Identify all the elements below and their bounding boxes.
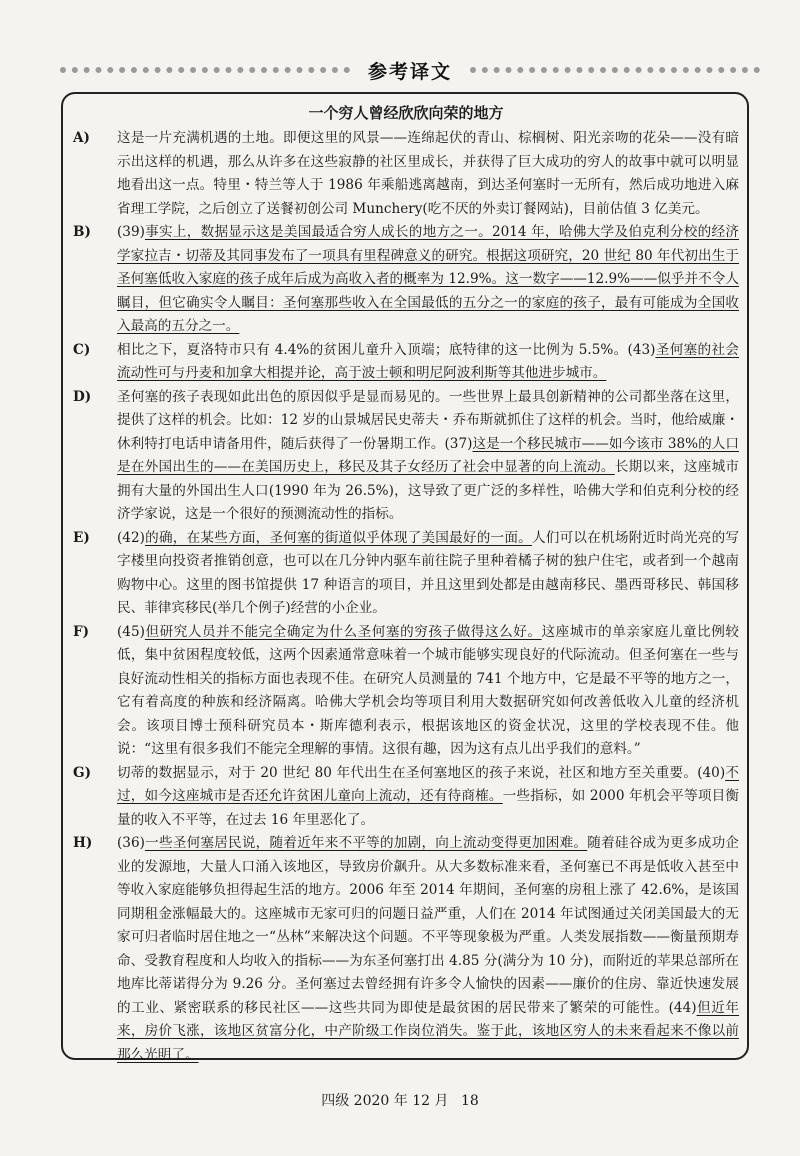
paragraph-g — [73, 762, 739, 833]
paragraph-text: 这是一片充满机遇的土地。即便这里的风景——连绵起伏的青山、棕榈树、阳光亲吻的花朵——没有暗示出这样的机遇，那么从许多在这些寂静的社区里成长，并获得了巨大成功的穷人的故事中就可以明显地看出这一点。特里・特兰等人于 1986 年乘船逃离越南，到达圣何塞时一无所有，然后成功地进入麻省理工学院，之后创立了送餐初创公司 Munchery(吃不厌的外卖订餐网站)，目前估值 3 亿美元。 — [117, 130, 739, 217]
footer-exam: 四级 2020 年 12 月 — [321, 1093, 449, 1109]
page-title: 参考译文 — [368, 60, 453, 83]
paragraph-d — [73, 386, 740, 527]
underlined-answer-text: 一些圣何塞居民说，随着近年来不平等的加剧，向上流动变得更加困难。 — [144, 835, 588, 851]
paragraph-c — [73, 339, 739, 386]
paragraph-text: 随着硅谷成为更多成功企业的发源地，大量人口涌入该地区，导致房价飙升。从大多数标准来看，圣何塞已不再是低收入甚至中等收入家庭能够负担得起生活的地方。2006 年至 2014 年期间，圣何塞的房租上涨了 42.6%，是该国同期租金涨幅最大的。这座城市无家可归的问题日益严重，人们在 2014 年试图通过关闭美国最大的无家可归者临时居住地之一“丛林”来解决这个问题。不平等现象极为严重。人类发展指数——衡量预期寿命、受教育程度和人均收入的指标——为东圣何塞打出 4.85 分(满分为 10 分)，而附近的苹果总部所在地库比蒂诺得分为 9.26 分。圣何塞过去曾经拥有许多令人愉快的因素——廉价的住房、靠近快速发展的工业、紧密联系的移民社区——这些共同为即使是最贫困的居民带来了繁荣的可能性。(44) — [117, 835, 740, 1016]
article-title: 一个穷人曾经欣欣向荣的地方 — [308, 104, 504, 122]
underlined-answer-text: 圣何塞的社会流动性可与丹麦和加拿大相提并论，高于波士顿和明尼阿波利斯等其他进步城市。 — [117, 341, 739, 381]
underlined-answer-text: 但研究人员并不能完全确定为什么圣何塞的穷孩子做得这么好。 — [144, 623, 542, 640]
paragraph-letter: A) — [73, 130, 90, 146]
underlined-answer-text: 的确，在某些方面，圣何塞的街道似乎体现了美国最好的一面。 — [144, 529, 532, 546]
header-rule-right — [470, 67, 760, 73]
paragraph-text: 人们可以在机场附近时尚光亮的写字楼里向投资者推销创意，也可以在几分钟内驱车前往院子里种着橘子树的独户住宅，或者到一个越南购物中心。这里的图书馆提供 17 种语言的项目，并且这里到处都是由越南移民、墨西哥移民、韩国移民、菲律宾移民(举几个例子)经营的小企业。 — [117, 529, 740, 616]
paragraph-text: (42) — [117, 529, 145, 546]
paragraph-text: 相比之下，夏洛特市只有 4.4%的贫困儿童升入顶端；底特律的这一比例为 5.5%。(43) — [117, 341, 656, 358]
paragraph-f — [73, 621, 740, 762]
footer-page-number: 18 — [460, 1093, 479, 1109]
page-header — [0, 52, 800, 88]
paragraph-text: 切蒂的数据显示，对于 20 世纪 80 年代出生在圣何塞地区的孩子来说，社区和地方至关重要。(40) — [117, 764, 726, 781]
paragraph-text: 长期以来，这座城市拥有大量的外国出生人口(1990 年为 26.5%)，这导致了更广泛的多样性，哈佛大学和伯克利分校的经济学家说，这是一个很好的预测流动性的指标。 — [117, 459, 740, 522]
underlined-answer-text: 这是一个移民城市——如今该市 38%的人口是在外国出生的——在美国历史上，移民及其子女经历了社会中显著的向上流动。 — [117, 435, 739, 475]
paragraph-a — [73, 127, 739, 221]
paragraph-letter: E) — [73, 529, 90, 546]
paragraph-text: 圣何塞的孩子表现如此出色的原因似乎是显而易见的。一些世界上最具创新精神的公司都坐落在这里，提供了这样的机会。比如：12 岁的山景城居民史蒂夫・乔布斯就抓住了这样的机会。当时，他给威廉・休利特打电话申请备用件，随后获得了一份暑期工作。(37) — [117, 388, 739, 452]
paragraph-letter: H) — [73, 835, 93, 851]
paragraph-letter: B) — [73, 224, 91, 240]
paragraph-text: 一些指标，如 2000 年机会平等项目衡量的收入不平等，在过去 16 年里恶化了。 — [117, 788, 739, 828]
paragraph-text: (36) — [117, 835, 145, 851]
paragraph-text: 这座城市的单亲家庭儿童比例较低，集中贫困程度较低，这两个因素通常意味着一个城市能够实现良好的代际流动。但圣何塞在一些与良好流动性相关的指标方面也表现不佳。在研究人员测量的 741 个地方中，它是最不平等的地方之一，它有着高度的种族和经济隔离。哈佛大学机会均等项目利用大数据研究如何改善低收入儿童的经济机会。该项目博士预科研究员本・斯库德利表示，根据该地区的资金状况，这里的学校表现不佳。他说：“这里有很多我们不能完全理解的事情。这很有趣，因为这有点儿出乎我们的意料。” — [117, 623, 740, 757]
paragraph-letter: G) — [73, 764, 92, 781]
article-frame — [61, 92, 749, 1063]
underlined-answer-text: 事实上，数据显示这是美国最适合穷人成长的地方之一。2014 年，哈佛大学及伯克利分校的经济学家拉吉・切蒂及其同事发布了一项具有里程碑意义的研究。根据这项研究，20 世纪 80 年代初出生于圣何塞低收入家庭的孩子成年后成为高收入者的概率为 12.9%。这一数字——12.9%——似乎并不令人瞩目，但它确实令人瞩目：圣何塞那些收入在全国最低的五分之一的家庭的孩子，最有可能成为全国收入最高的五分之一。 — [117, 224, 739, 334]
paragraph-letter: F) — [73, 623, 90, 640]
paragraph-h — [73, 832, 740, 1067]
page-footer — [0, 1090, 800, 1110]
article-body — [73, 127, 739, 1067]
paragraph-letter: D) — [73, 388, 92, 405]
underlined-answer-text: 不过，如今这座城市是否还允许贫困儿童向上流动，还有待商榷。 — [117, 764, 739, 804]
paragraph-text: (39) — [117, 224, 145, 240]
paragraph-text: (45) — [117, 623, 145, 640]
paragraph-letter: C) — [73, 341, 91, 358]
header-rule-left — [60, 67, 350, 73]
underlined-answer-text: 但近年来，房价飞涨，该地区贫富分化，中产阶级工作岗位消失。鉴于此，该地区穷人的未来看起来不像以前那么光明了。 — [117, 999, 740, 1063]
paragraph-b — [73, 221, 739, 339]
paragraph-e — [73, 527, 740, 621]
